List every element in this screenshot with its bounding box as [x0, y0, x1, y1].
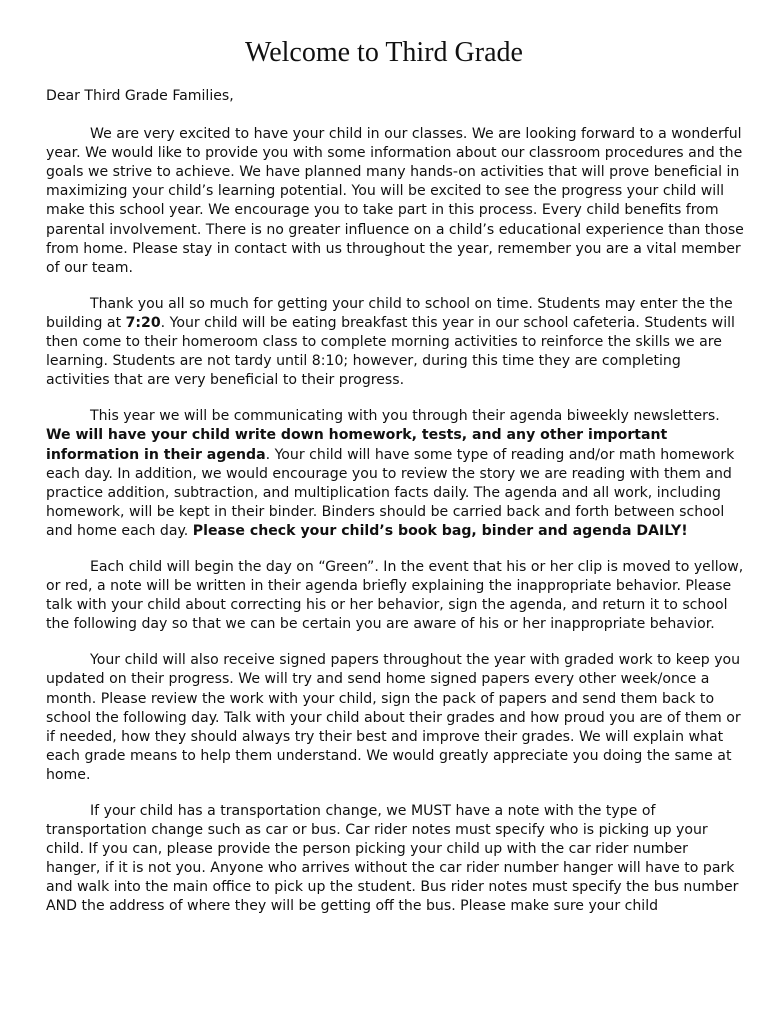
text-run: This year we will be communicating with you through their agenda biweekly newsletters.	[90, 408, 720, 425]
bold-text-run: Please check your child’s book bag, binder and agenda DAILY!	[192, 522, 688, 539]
letter-body	[46, 87, 746, 934]
bold-text-run: 7:20	[125, 314, 161, 331]
text-run: . Your child will be eating breakfast this year in our school cafeteria. Students will then come to their homeroom class to complete morning activities to reinforce the skills we are learning. Students are not tardy until 8:10; however, during this time they are completing activities that are very beneficial to their progress.	[46, 314, 735, 389]
text-run: . Your child will have some type of reading and/or math homework each day. In addition, we would encourage you to review the story we are reading with them and practice addition, subtraction, and multiplication facts daily. The agenda and all work, including homework, will be kept in their binder. Binders should be carried back and forth between school and home each day.	[46, 446, 735, 539]
paragraph-arrival	[46, 295, 746, 390]
bold-text-run: We will have your child write down homework, tests, and any other important information in their agenda	[46, 427, 668, 463]
text-run: Your child will also receive signed papers throughout the year with graded work to keep you updated on their progress. We will try and send home signed papers every other week/once a month. Please review the work with your child, sign the pack of papers and send them back to school the following day. Talk with your child about their grades and how proud you are of them or if needed, how they should always try their best and improve their grades. We will explain what each grade means to help them understand. We would greatly appreciate you doing the same at home.	[46, 652, 741, 783]
paragraph-behavior	[46, 558, 746, 634]
text-run: If your child has a transportation change, we MUST have a note with the type of transportation change such as car or bus. Car rider notes must specify who is picking up your child. If you can, please provide the person picking your child up with the car rider number hanger, if it is not you. Anyone who arrives without the car rider number hanger will have to park and walk into the main office to pick up the student. Bus rider notes must specify the bus number AND the address of where they will be getting off the bus. Please make sure your child	[46, 803, 739, 915]
paragraph-welcome	[46, 125, 746, 278]
page-title: Welcome to Third Grade	[245, 37, 523, 68]
text-run: We are very excited to have your child in our classes. We are looking forward to a wonderful year. We would like to provide you with some information about our classroom procedures and the goals we strive to achieve. We have planned many hands-on activities that will prove beneficial in maximizing your child’s learning potential. You will be excited to see the progress your child will make this school year. We encourage you to take part in this process. Every child benefits from parental involvement. There is no greater influence on a child’s educational experience than those from home. Please stay in contact with us throughout the year, remember you are a vital member of our team.	[46, 126, 744, 276]
paragraph-signed-papers	[46, 651, 746, 785]
text-run: Each child will begin the day on “Green”. In the event that his or her clip is moved to yellow, or red, a note will be written in their agenda briefly explaining the inappropriate behavior. Please talk with your child about correcting his or her behavior, sign the agenda, and return it to school the following day so that we can be certain you are aware of his or her inappropriate behavior.	[46, 558, 744, 633]
salutation: Dear Third Grade Families,	[46, 88, 234, 104]
paragraph-communication	[46, 407, 746, 541]
text-run: Thank you all so much for getting your child to school on time. Students may enter the the building at	[46, 295, 733, 331]
paragraph-transportation	[46, 802, 746, 917]
